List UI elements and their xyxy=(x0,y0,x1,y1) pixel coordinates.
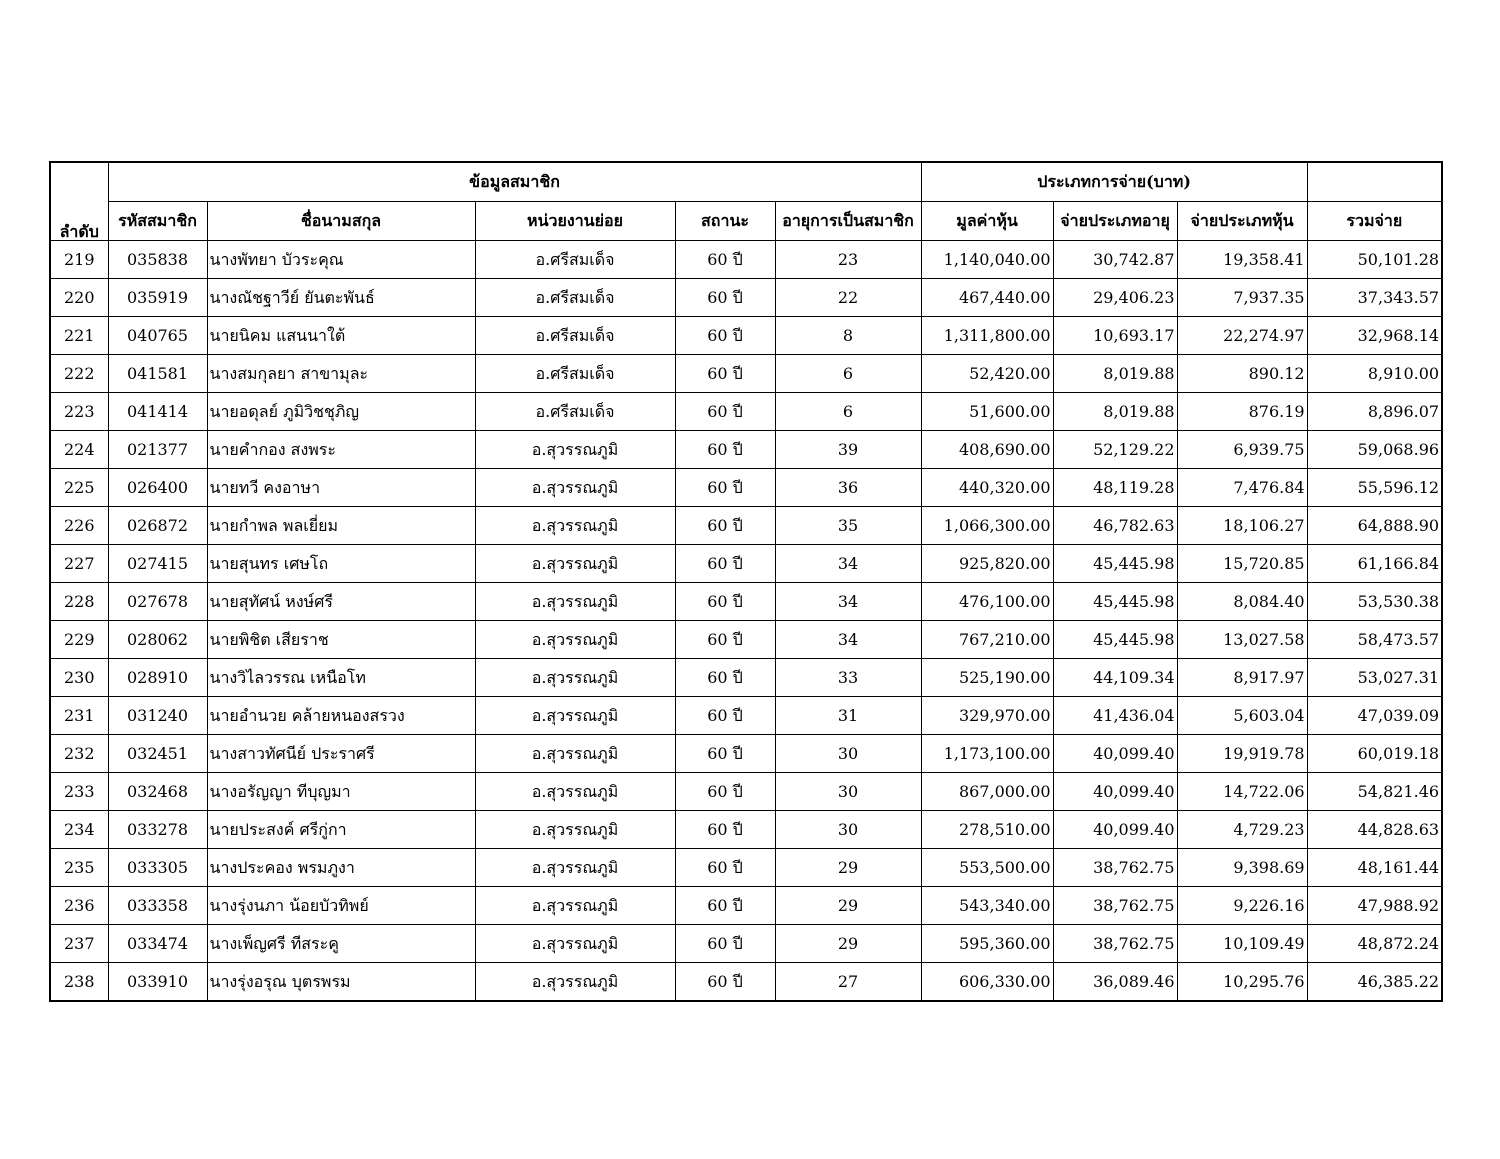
table-row xyxy=(50,279,1442,317)
cell-pay-by-share: 15,720.85 xyxy=(1177,545,1307,583)
table-row xyxy=(50,431,1442,469)
cell-pay-by-share: 14,722.06 xyxy=(1177,773,1307,811)
cell-member-id: 026400 xyxy=(108,469,207,507)
cell-name: นายพิชิต เสียราช xyxy=(207,621,475,659)
cell-unit: อ.สุวรรณภูมิ xyxy=(475,469,675,507)
cell-total: 47,039.09 xyxy=(1307,697,1442,735)
cell-membership-age: 39 xyxy=(775,431,921,469)
cell-seq: 237 xyxy=(50,925,108,963)
cell-unit: อ.สุวรรณภูมิ xyxy=(475,887,675,925)
cell-pay-by-age: 40,099.40 xyxy=(1053,773,1177,811)
cell-pay-by-age: 46,782.63 xyxy=(1053,507,1177,545)
cell-pay-by-age: 30,742.87 xyxy=(1053,241,1177,279)
cell-pay-by-share: 8,917.97 xyxy=(1177,659,1307,697)
cell-unit: อ.ศรีสมเด็จ xyxy=(475,355,675,393)
cell-unit: อ.สุวรรณภูมิ xyxy=(475,963,675,1002)
cell-membership-age: 30 xyxy=(775,773,921,811)
cell-status: 60 ปี xyxy=(675,773,775,811)
cell-status: 60 ปี xyxy=(675,963,775,1002)
cell-seq: 221 xyxy=(50,317,108,355)
cell-pay-by-share: 19,919.78 xyxy=(1177,735,1307,773)
cell-unit: อ.ศรีสมเด็จ xyxy=(475,317,675,355)
cell-seq: 231 xyxy=(50,697,108,735)
cell-unit: อ.สุวรรณภูมิ xyxy=(475,583,675,621)
cell-pay-by-share: 6,939.75 xyxy=(1177,431,1307,469)
table-row xyxy=(50,925,1442,963)
cell-unit: อ.สุวรรณภูมิ xyxy=(475,735,675,773)
cell-name: นางณัชฐาวีย์ ยันตะพันธ์ xyxy=(207,279,475,317)
cell-status: 60 ปี xyxy=(675,849,775,887)
cell-status: 60 ปี xyxy=(675,431,775,469)
cell-status: 60 ปี xyxy=(675,355,775,393)
cell-total: 48,161.44 xyxy=(1307,849,1442,887)
table-row xyxy=(50,507,1442,545)
group-header-member-info: ข้อมูลสมาชิก xyxy=(108,162,921,202)
cell-total: 53,027.31 xyxy=(1307,659,1442,697)
cell-member-id: 033278 xyxy=(108,811,207,849)
table-row xyxy=(50,317,1442,355)
cell-membership-age: 34 xyxy=(775,583,921,621)
cell-total: 48,872.24 xyxy=(1307,925,1442,963)
cell-unit: อ.สุวรรณภูมิ xyxy=(475,659,675,697)
cell-member-id: 033910 xyxy=(108,963,207,1002)
cell-unit: อ.สุวรรณภูมิ xyxy=(475,621,675,659)
cell-share-value: 467,440.00 xyxy=(921,279,1053,317)
cell-share-value: 329,970.00 xyxy=(921,697,1053,735)
cell-status: 60 ปี xyxy=(675,887,775,925)
cell-membership-age: 27 xyxy=(775,963,921,1002)
cell-pay-by-age: 38,762.75 xyxy=(1053,887,1177,925)
cell-seq: 228 xyxy=(50,583,108,621)
cell-member-id: 031240 xyxy=(108,697,207,735)
col-header-share-value: มูลค่าหุ้น xyxy=(921,202,1053,241)
cell-pay-by-share: 22,274.97 xyxy=(1177,317,1307,355)
member-payment-table xyxy=(49,161,1443,1002)
cell-member-id: 041581 xyxy=(108,355,207,393)
cell-membership-age: 33 xyxy=(775,659,921,697)
cell-membership-age: 29 xyxy=(775,887,921,925)
cell-unit: อ.สุวรรณภูมิ xyxy=(475,697,675,735)
cell-member-id: 028910 xyxy=(108,659,207,697)
cell-name: นางรุ่งนภา น้อยบัวทิพย์ xyxy=(207,887,475,925)
cell-member-id: 033305 xyxy=(108,849,207,887)
cell-pay-by-share: 876.19 xyxy=(1177,393,1307,431)
cell-pay-by-age: 40,099.40 xyxy=(1053,811,1177,849)
cell-unit: อ.สุวรรณภูมิ xyxy=(475,507,675,545)
table-row xyxy=(50,659,1442,697)
cell-member-id: 040765 xyxy=(108,317,207,355)
table-row xyxy=(50,887,1442,925)
cell-share-value: 606,330.00 xyxy=(921,963,1053,1002)
cell-name: นางวิไลวรรณ เหนือโท xyxy=(207,659,475,697)
cell-name: นางรุ่งอรุณ บุตรพรม xyxy=(207,963,475,1002)
cell-membership-age: 36 xyxy=(775,469,921,507)
cell-seq: 224 xyxy=(50,431,108,469)
cell-member-id: 041414 xyxy=(108,393,207,431)
cell-seq: 235 xyxy=(50,849,108,887)
cell-pay-by-age: 45,445.98 xyxy=(1053,583,1177,621)
cell-name: นางสมกุลยา สาขามุละ xyxy=(207,355,475,393)
cell-name: นางประคอง พรมภูงา xyxy=(207,849,475,887)
cell-share-value: 543,340.00 xyxy=(921,887,1053,925)
cell-share-value: 52,420.00 xyxy=(921,355,1053,393)
cell-membership-age: 34 xyxy=(775,621,921,659)
cell-pay-by-age: 48,119.28 xyxy=(1053,469,1177,507)
cell-member-id: 032451 xyxy=(108,735,207,773)
cell-name: นางพัทยา บัวระคุณ xyxy=(207,241,475,279)
col-header-name: ชื่อนามสกุล xyxy=(207,202,475,241)
cell-status: 60 ปี xyxy=(675,279,775,317)
table-row xyxy=(50,355,1442,393)
col-header-pay-by-share: จ่ายประเภทหุ้น xyxy=(1177,202,1307,241)
cell-unit: อ.สุวรรณภูมิ xyxy=(475,773,675,811)
col-header-unit: หน่วยงานย่อย xyxy=(475,202,675,241)
cell-total: 59,068.96 xyxy=(1307,431,1442,469)
cell-total: 53,530.38 xyxy=(1307,583,1442,621)
cell-share-value: 1,066,300.00 xyxy=(921,507,1053,545)
cell-seq: 238 xyxy=(50,963,108,1002)
cell-pay-by-share: 890.12 xyxy=(1177,355,1307,393)
cell-total: 58,473.57 xyxy=(1307,621,1442,659)
cell-unit: อ.สุวรรณภูมิ xyxy=(475,545,675,583)
cell-name: นายอำนวย คล้ายหนองสรวง xyxy=(207,697,475,735)
cell-pay-by-age: 38,762.75 xyxy=(1053,925,1177,963)
cell-pay-by-share: 5,603.04 xyxy=(1177,697,1307,735)
cell-membership-age: 30 xyxy=(775,811,921,849)
cell-share-value: 767,210.00 xyxy=(921,621,1053,659)
table-row xyxy=(50,773,1442,811)
cell-member-id: 033358 xyxy=(108,887,207,925)
cell-membership-age: 30 xyxy=(775,735,921,773)
cell-pay-by-age: 29,406.23 xyxy=(1053,279,1177,317)
table-row xyxy=(50,963,1442,1002)
cell-pay-by-share: 9,398.69 xyxy=(1177,849,1307,887)
col-header-status: สถานะ xyxy=(675,202,775,241)
cell-membership-age: 34 xyxy=(775,545,921,583)
cell-member-id: 033474 xyxy=(108,925,207,963)
cell-share-value: 553,500.00 xyxy=(921,849,1053,887)
cell-total: 64,888.90 xyxy=(1307,507,1442,545)
group-header-row xyxy=(50,162,1442,202)
col-header-seq: ลำดับ xyxy=(50,162,108,241)
table-row xyxy=(50,697,1442,735)
cell-unit: อ.สุวรรณภูมิ xyxy=(475,431,675,469)
cell-unit: อ.ศรีสมเด็จ xyxy=(475,279,675,317)
cell-pay-by-share: 7,937.35 xyxy=(1177,279,1307,317)
cell-membership-age: 6 xyxy=(775,355,921,393)
cell-name: นายกำพล พลเยี่ยม xyxy=(207,507,475,545)
cell-pay-by-share: 10,295.76 xyxy=(1177,963,1307,1002)
cell-seq: 234 xyxy=(50,811,108,849)
cell-pay-by-age: 38,762.75 xyxy=(1053,849,1177,887)
cell-member-id: 035838 xyxy=(108,241,207,279)
cell-membership-age: 35 xyxy=(775,507,921,545)
cell-pay-by-share: 19,358.41 xyxy=(1177,241,1307,279)
table-row xyxy=(50,469,1442,507)
cell-share-value: 1,173,100.00 xyxy=(921,735,1053,773)
cell-share-value: 1,311,800.00 xyxy=(921,317,1053,355)
cell-seq: 229 xyxy=(50,621,108,659)
cell-pay-by-age: 40,099.40 xyxy=(1053,735,1177,773)
table-row xyxy=(50,811,1442,849)
cell-status: 60 ปี xyxy=(675,659,775,697)
table-row xyxy=(50,583,1442,621)
cell-status: 60 ปี xyxy=(675,393,775,431)
cell-membership-age: 23 xyxy=(775,241,921,279)
cell-membership-age: 8 xyxy=(775,317,921,355)
cell-share-value: 925,820.00 xyxy=(921,545,1053,583)
cell-status: 60 ปี xyxy=(675,621,775,659)
table-row xyxy=(50,621,1442,659)
cell-status: 60 ปี xyxy=(675,811,775,849)
cell-unit: อ.สุวรรณภูมิ xyxy=(475,925,675,963)
cell-pay-by-share: 10,109.49 xyxy=(1177,925,1307,963)
cell-share-value: 51,600.00 xyxy=(921,393,1053,431)
cell-member-id: 028062 xyxy=(108,621,207,659)
table-row xyxy=(50,393,1442,431)
cell-status: 60 ปี xyxy=(675,469,775,507)
cell-seq: 236 xyxy=(50,887,108,925)
cell-seq: 227 xyxy=(50,545,108,583)
cell-seq: 223 xyxy=(50,393,108,431)
col-header-pay-by-age: จ่ายประเภทอายุ xyxy=(1053,202,1177,241)
cell-seq: 225 xyxy=(50,469,108,507)
cell-pay-by-share: 9,226.16 xyxy=(1177,887,1307,925)
cell-status: 60 ปี xyxy=(675,583,775,621)
cell-status: 60 ปี xyxy=(675,507,775,545)
cell-name: นางอรัญญา ทีบุญมา xyxy=(207,773,475,811)
cell-pay-by-age: 45,445.98 xyxy=(1053,621,1177,659)
cell-name: นายคำกอง สงพระ xyxy=(207,431,475,469)
cell-total: 46,385.22 xyxy=(1307,963,1442,1002)
table-row xyxy=(50,849,1442,887)
cell-total: 54,821.46 xyxy=(1307,773,1442,811)
cell-member-id: 035919 xyxy=(108,279,207,317)
cell-status: 60 ปี xyxy=(675,545,775,583)
cell-name: นายทวี คงอาษา xyxy=(207,469,475,507)
cell-pay-by-share: 4,729.23 xyxy=(1177,811,1307,849)
cell-total: 37,343.57 xyxy=(1307,279,1442,317)
cell-total: 44,828.63 xyxy=(1307,811,1442,849)
cell-total: 50,101.28 xyxy=(1307,241,1442,279)
cell-member-id: 026872 xyxy=(108,507,207,545)
cell-member-id: 027415 xyxy=(108,545,207,583)
col-header-membership-age: อายุการเป็นสมาชิก xyxy=(775,202,921,241)
cell-pay-by-age: 44,109.34 xyxy=(1053,659,1177,697)
cell-total: 8,910.00 xyxy=(1307,355,1442,393)
cell-name: นางสาวทัศนีย์ ประราศรี xyxy=(207,735,475,773)
cell-total: 55,596.12 xyxy=(1307,469,1442,507)
cell-pay-by-share: 13,027.58 xyxy=(1177,621,1307,659)
cell-name: นายอดุลย์ ภูมิวิชชุภิญ xyxy=(207,393,475,431)
cell-unit: อ.ศรีสมเด็จ xyxy=(475,241,675,279)
cell-unit: อ.สุวรรณภูมิ xyxy=(475,811,675,849)
cell-pay-by-age: 52,129.22 xyxy=(1053,431,1177,469)
cell-seq: 233 xyxy=(50,773,108,811)
cell-seq: 230 xyxy=(50,659,108,697)
cell-status: 60 ปี xyxy=(675,241,775,279)
cell-membership-age: 29 xyxy=(775,849,921,887)
cell-member-id: 027678 xyxy=(108,583,207,621)
cell-name: นายสุทัศน์ หงษ์ศรี xyxy=(207,583,475,621)
cell-pay-by-age: 41,436.04 xyxy=(1053,697,1177,735)
cell-share-value: 278,510.00 xyxy=(921,811,1053,849)
group-header-payment-type: ประเภทการจ่าย(บาท) xyxy=(921,162,1307,202)
cell-total: 47,988.92 xyxy=(1307,887,1442,925)
cell-membership-age: 6 xyxy=(775,393,921,431)
table-row xyxy=(50,241,1442,279)
cell-seq: 220 xyxy=(50,279,108,317)
cell-member-id: 032468 xyxy=(108,773,207,811)
cell-share-value: 1,140,040.00 xyxy=(921,241,1053,279)
cell-membership-age: 29 xyxy=(775,925,921,963)
cell-total: 61,166.84 xyxy=(1307,545,1442,583)
cell-share-value: 476,100.00 xyxy=(921,583,1053,621)
cell-pay-by-age: 10,693.17 xyxy=(1053,317,1177,355)
cell-share-value: 440,320.00 xyxy=(921,469,1053,507)
cell-seq: 232 xyxy=(50,735,108,773)
col-header-member-id: รหัสสมาชิก xyxy=(108,202,207,241)
cell-seq: 222 xyxy=(50,355,108,393)
cell-pay-by-age: 45,445.98 xyxy=(1053,545,1177,583)
cell-member-id: 021377 xyxy=(108,431,207,469)
table-row xyxy=(50,545,1442,583)
cell-pay-by-share: 18,106.27 xyxy=(1177,507,1307,545)
table-body xyxy=(50,241,1442,1002)
cell-pay-by-share: 8,084.40 xyxy=(1177,583,1307,621)
cell-pay-by-age: 8,019.88 xyxy=(1053,393,1177,431)
cell-pay-by-age: 36,089.46 xyxy=(1053,963,1177,1002)
cell-seq: 219 xyxy=(50,241,108,279)
cell-pay-by-age: 8,019.88 xyxy=(1053,355,1177,393)
cell-unit: อ.ศรีสมเด็จ xyxy=(475,393,675,431)
col-header-total: รวมจ่าย xyxy=(1307,202,1442,241)
cell-name: นางเพ็ญศรี ทีสระคู xyxy=(207,925,475,963)
cell-status: 60 ปี xyxy=(675,697,775,735)
cell-membership-age: 31 xyxy=(775,697,921,735)
cell-share-value: 867,000.00 xyxy=(921,773,1053,811)
cell-total: 32,968.14 xyxy=(1307,317,1442,355)
cell-status: 60 ปี xyxy=(675,925,775,963)
cell-status: 60 ปี xyxy=(675,317,775,355)
cell-name: นายสุนทร เศษโถ xyxy=(207,545,475,583)
cell-status: 60 ปี xyxy=(675,735,775,773)
cell-total: 60,019.18 xyxy=(1307,735,1442,773)
column-header-row xyxy=(50,202,1442,241)
cell-name: นายประสงค์ ศรีกู่กา xyxy=(207,811,475,849)
cell-pay-by-share: 7,476.84 xyxy=(1177,469,1307,507)
cell-unit: อ.สุวรรณภูมิ xyxy=(475,849,675,887)
cell-membership-age: 22 xyxy=(775,279,921,317)
cell-total: 8,896.07 xyxy=(1307,393,1442,431)
cell-share-value: 595,360.00 xyxy=(921,925,1053,963)
cell-share-value: 408,690.00 xyxy=(921,431,1053,469)
cell-share-value: 525,190.00 xyxy=(921,659,1053,697)
cell-seq: 226 xyxy=(50,507,108,545)
cell-name: นายนิคม แสนนาใต้ xyxy=(207,317,475,355)
table-row xyxy=(50,735,1442,773)
group-header-blank xyxy=(1307,162,1442,202)
